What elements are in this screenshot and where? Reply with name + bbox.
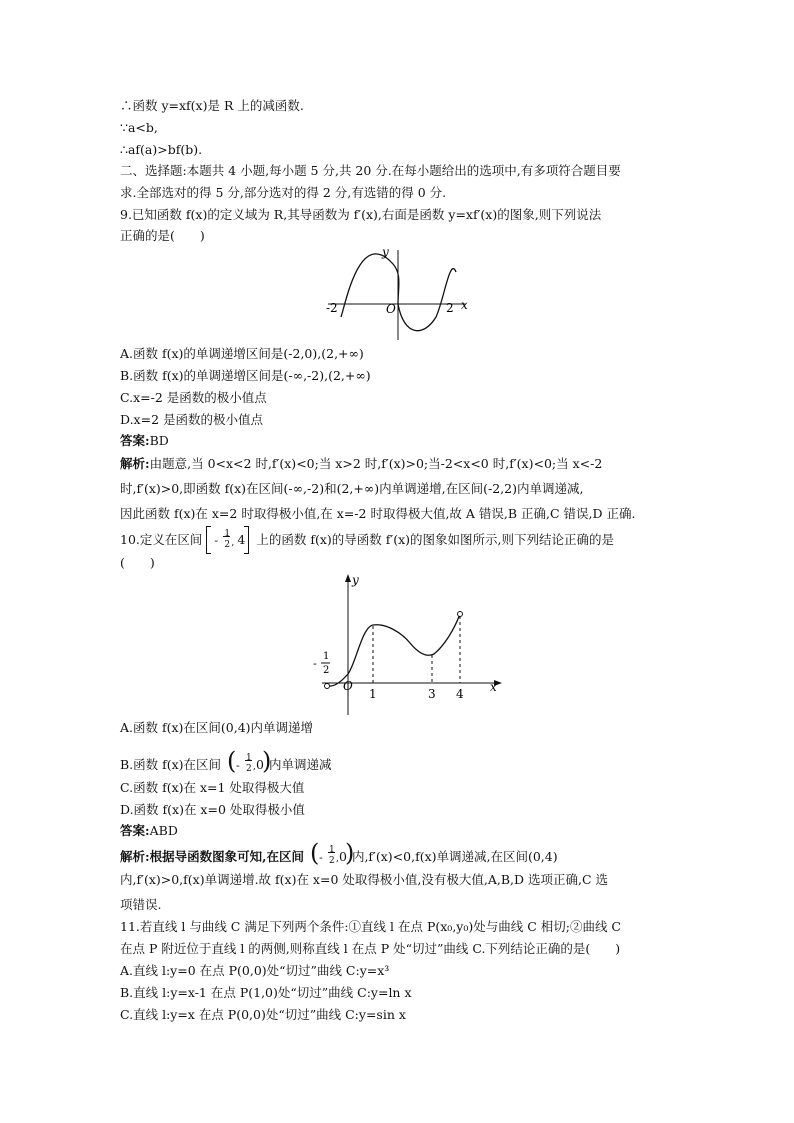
interval-end: 4 — [237, 532, 246, 547]
text-line-l27: 在点 P 附近位于直线 l 的两侧,则称直线 l 在点 P 处“切过”曲线 C.下列结论正确的是( ) — [120, 941, 621, 956]
text-line-l14: 时,f′(x)>0,即函数 f(x)在区间(-∞,-2)和(2,+∞)内单调递增,在区间(-2,2)内单调递减, — [120, 481, 584, 496]
text-line-l29: B.直线 l:y=x-1 在点 P(1,0)处“切过”曲线 C:y=ln x — [120, 985, 412, 1000]
text-line-l6: 9.已知函数 f(x)的定义域为 R,其导函数为 f′(x),右面是函数 y=xf′(x)的图象,则下列说法 — [120, 207, 602, 222]
right-paren: ) — [262, 747, 272, 775]
y-arrow — [345, 574, 351, 582]
tick-4: 4 — [456, 687, 464, 701]
left-paren: ( — [227, 747, 237, 775]
analysis-interval — [308, 839, 355, 867]
text-line-l18: A.函数 f(x)在区间(0,4)内单调递增 — [120, 720, 314, 735]
left-paren: ( — [309, 839, 320, 867]
right-bracket — [244, 526, 249, 554]
minus-sign: - — [214, 534, 219, 547]
text-line-l17: ( ) — [120, 555, 155, 570]
line-content: ABD — [149, 823, 178, 838]
text-line-l4: 二、选择题:本题共 4 小题,每小题 5 分,共 20 分.在每小题给出的选项中,有多项符合题目要 — [120, 163, 621, 178]
text-line-l3: ∴af(a)>bf(b). — [120, 142, 203, 157]
half-denominator: 2 — [323, 665, 330, 676]
origin-label: O — [386, 302, 396, 316]
left-bracket — [206, 526, 211, 554]
label: 答案: — [120, 433, 150, 448]
line-content: BD — [149, 433, 169, 448]
frac-num: 1 — [224, 529, 231, 539]
text-line-l21: D.函数 f(x)在 x=0 处取得极小值 — [120, 802, 305, 817]
text-line-l9: B.函数 f(x)的单调递增区间是(-∞,-2),(2,+∞) — [120, 368, 371, 383]
q10-text-pre: 10.定义在区间 — [120, 532, 203, 547]
text-line-l24: 内,f′(x)>0,f(x)单调递增.故 f(x)在 x=0 处取得极小值,没有极大值,A,B,D 选项正确,C 选 — [120, 872, 608, 887]
text-line-l11: D.x=2 是函数的极小值点 — [120, 412, 263, 427]
comma: , — [253, 762, 256, 772]
option-b-post: 内单调递减 — [269, 757, 332, 772]
text-line-l12 — [120, 433, 169, 449]
left-endpoint — [325, 684, 330, 689]
text-line-l28: A.直线 l:y=0 在点 P(0,0)处“切过”曲线 C:y=x³ — [120, 963, 390, 978]
q10-interval — [206, 529, 252, 550]
option-b-interval — [225, 747, 272, 775]
interval-end: 0 — [256, 757, 264, 772]
origin-label: O — [343, 679, 353, 693]
text-line-l26: 11.若直线 l 与曲线 C 满足下列两个条件:①直线 l 在点 P(x₀,y₀)处与曲线 C 相切;②曲线 C — [120, 919, 621, 934]
frac-num: 1 — [328, 845, 335, 855]
right-endpoint — [458, 612, 463, 617]
figure-2-graph — [310, 570, 510, 716]
frac-den: 2 — [224, 540, 231, 550]
tick-1: 1 — [369, 687, 377, 701]
text-line-l20: C.函数 f(x)在 x=1 处取得极大值 — [120, 780, 305, 795]
option-b-pre: B.函数 f(x)在区间 — [120, 757, 222, 772]
text-line-l1: ∴函数 y=xf(x)是 R 上的减函数. — [120, 98, 304, 113]
y-label: y — [352, 573, 359, 587]
tick-neg-2: -2 — [326, 301, 338, 315]
tick-2: 2 — [446, 301, 454, 315]
minus-sign: - — [236, 759, 240, 772]
q10-text-post: 上的函数 f(x)的导函数 f′(x)的图象如图所示,则下列结论正确的是 — [256, 532, 614, 547]
text-line-l22 — [120, 823, 178, 839]
text-line-l5: 求.全部选对的得 5 分,部分选对的得 2 分,有选错的得 0 分. — [120, 185, 447, 200]
frac-num: 1 — [246, 753, 252, 763]
label: 答案: — [120, 823, 150, 838]
analysis-post: 内,f′(x)<0,f(x)单调递减,在区间(0,4) — [351, 849, 558, 864]
x-label: x — [490, 680, 497, 694]
half-numerator: 1 — [323, 651, 330, 662]
question-10-line — [120, 529, 614, 550]
analysis-pre: 解析:根据导函数图象可知,在区间 — [120, 849, 304, 864]
y-label: y — [382, 245, 389, 259]
figure-1-graph — [320, 242, 480, 342]
text-line-l13 — [120, 456, 602, 472]
curve — [327, 614, 460, 686]
tick-3: 3 — [428, 687, 436, 701]
line-content: 由题意,当 0<x<2 时,f′(x)<0;当 x>2 时,f′(x)>0;当-2<x<0 时,f′(x)<0;当 x<-2 — [149, 456, 603, 471]
half-minus: - — [313, 657, 317, 670]
x-label: x — [461, 298, 468, 312]
right-paren: ) — [344, 839, 355, 867]
comma: , — [335, 854, 339, 864]
q10-analysis — [120, 839, 558, 867]
interval-end: 0 — [338, 849, 347, 864]
label: 解析: — [120, 456, 150, 471]
text-line-l25: 项错误. — [120, 897, 162, 912]
text-line-l15: 因此函数 f(x)在 x=2 时取得极小值,在 x=-2 时取得极大值,故 A 错误,B 正确,C 错误,D 正确. — [120, 506, 636, 521]
frac-den: 2 — [246, 764, 252, 774]
text-line-l10: C.x=-2 是函数的极小值点 — [120, 390, 267, 405]
text-line-l7: 正确的是( ) — [120, 228, 205, 243]
frac-den: 2 — [328, 856, 335, 866]
q10-option-b — [120, 747, 332, 775]
minus-sign: - — [318, 851, 323, 864]
text-line-l30: C.直线 l:y=x 在点 P(0,0)处“切过”曲线 C:y=sin x — [120, 1007, 406, 1022]
text-line-l8: A.函数 f(x)的单调递增区间是(-2,0),(2,+∞) — [120, 346, 364, 361]
text-line-l2: ∵a<b, — [120, 120, 158, 135]
comma: , — [231, 538, 235, 548]
